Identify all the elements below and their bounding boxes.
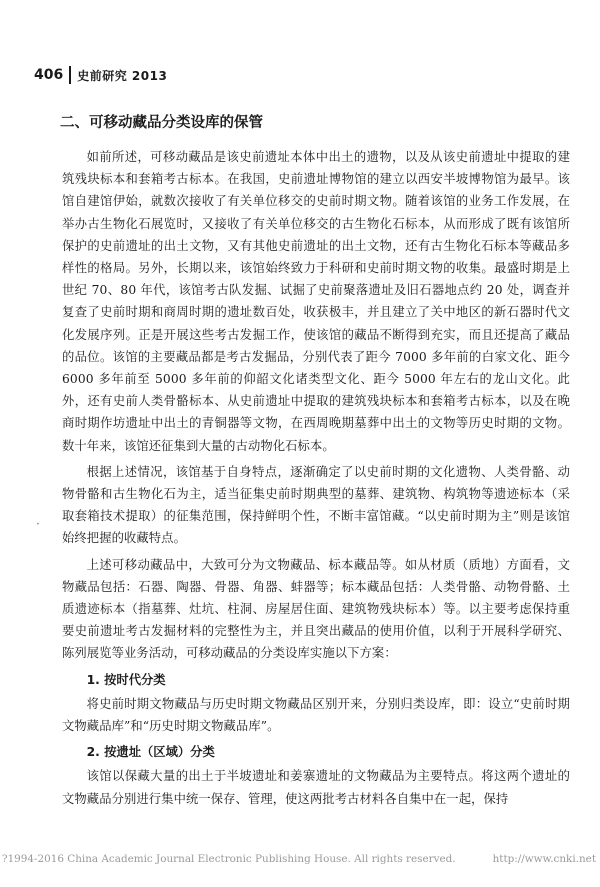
subsection-heading: 2. 按遗址（区域）分类 [86, 745, 215, 760]
paragraph: 该馆以保藏大量的出土于半坡遗址和姜寨遗址的文物藏品为主要特点。将这两个遗址的文物藏品分别进行集中统一保存、管理，使这两批考古材料各自集中在一起，保持 [62, 769, 570, 806]
paragraph: 如前所述，可移动藏品是该史前遗址本体中出土的遗物，以及从该史前遗址中提取的建筑残块标本和套箱考古标本。在我国，史前遗址博物馆的建立以西安半坡博物馆为最早。该馆自建馆伊始，就数次接收了有关单位移交的史前时期文物。随着该馆的业务工作发展，在举办古生物化石展览时，又接收了有关单位移交的古生物化石标本，从而形成了既有该馆所保护的史前遗址的出土文物，又有其他史前遗址的出土文物，还有古生物化石标本等藏品多样性的格局。另外，长期以来，该馆始终致力于科研和史前时期文物的收集。最盛时期是上世纪 70、80 年代，该馆考古队发掘、试掘了史前聚落遗址及旧石器地点约 20 处，调查并复查了史前时期和商周时期的遗址数百处，收获极丰，并且建立了关中地区的新石器时代文化发展序列。正是开展这些考古发掘工作，使该馆的藏品不断得到充实，而且还提高了藏品的品位。该馆的主要藏品都是考古发掘品，分别代表了距今 7000 多年前的白家文化、距今 6000 多年前至 5000 多年前的仰韶文化诸类型文化、距今 5000 年左右的龙山文化。此外，还有史前人类骨骼标本、从史前遗址中提取的建筑残块标本和套箱考古标本，以及在晚商时期作坊遗址中出土的青铜器等文物，在西周晚期墓葬中出土的文物等历史时期的文物。数十年来，该馆还征集到大量的古动物化石标本。 [62, 150, 570, 453]
margin-mark: · [36, 517, 40, 531]
page-header [34, 66, 167, 84]
source-url: http://www.cnki.net [492, 853, 596, 865]
paragraph: 根据上述情况，该馆基于自身特点，逐渐确定了以史前时期的文化遗物、人类骨骼、动物骨骼和古生物化石为主，适当征集史前时期典型的墓葬、建筑物、构筑物等遗迹标本（采取套箱技术提取）的征集范围，保持鲜明个性，不断丰富馆藏。“以史前时期为主”则是该馆始终把握的收藏特点。 [62, 464, 570, 546]
section-heading: 二、可移动藏品分类设库的保管 [60, 115, 263, 131]
header-divider [69, 66, 71, 84]
article-body [62, 112, 570, 814]
journal-title: 史前研究 2013 [77, 68, 168, 83]
subsection-heading: 1. 按时代分类 [86, 672, 166, 687]
copyright-notice: ?1994-2016 China Academic Journal Electronic Publishing House. All rights reserved. [2, 853, 456, 865]
paragraph: 将史前时期文物藏品与历史时期文物藏品区别开来，分别归类设库，即：设立“史前时期文物藏品库”和“历史时期文物藏品库”。 [62, 696, 570, 734]
paragraph: 上述可移动藏品中，大致可分为文物藏品、标本藏品等。如从材质（质地）方面看，文物藏品包括：石器、陶器、骨器、角器、蚌器等；标本藏品包括：人类骨骼、动物骨骼、土质遗迹标本（指墓葬、灶坑、柱洞、房屋居住面、建筑物残块标本）等。以主要考虑保持重要史前遗址考古发掘材料的完整性为主，并且突出藏品的使用价值，以利于开展科学研究、陈列展览等业务活动，可移动藏品的分类设库实施以下方案： [62, 557, 570, 661]
page-number: 406 [34, 67, 64, 83]
